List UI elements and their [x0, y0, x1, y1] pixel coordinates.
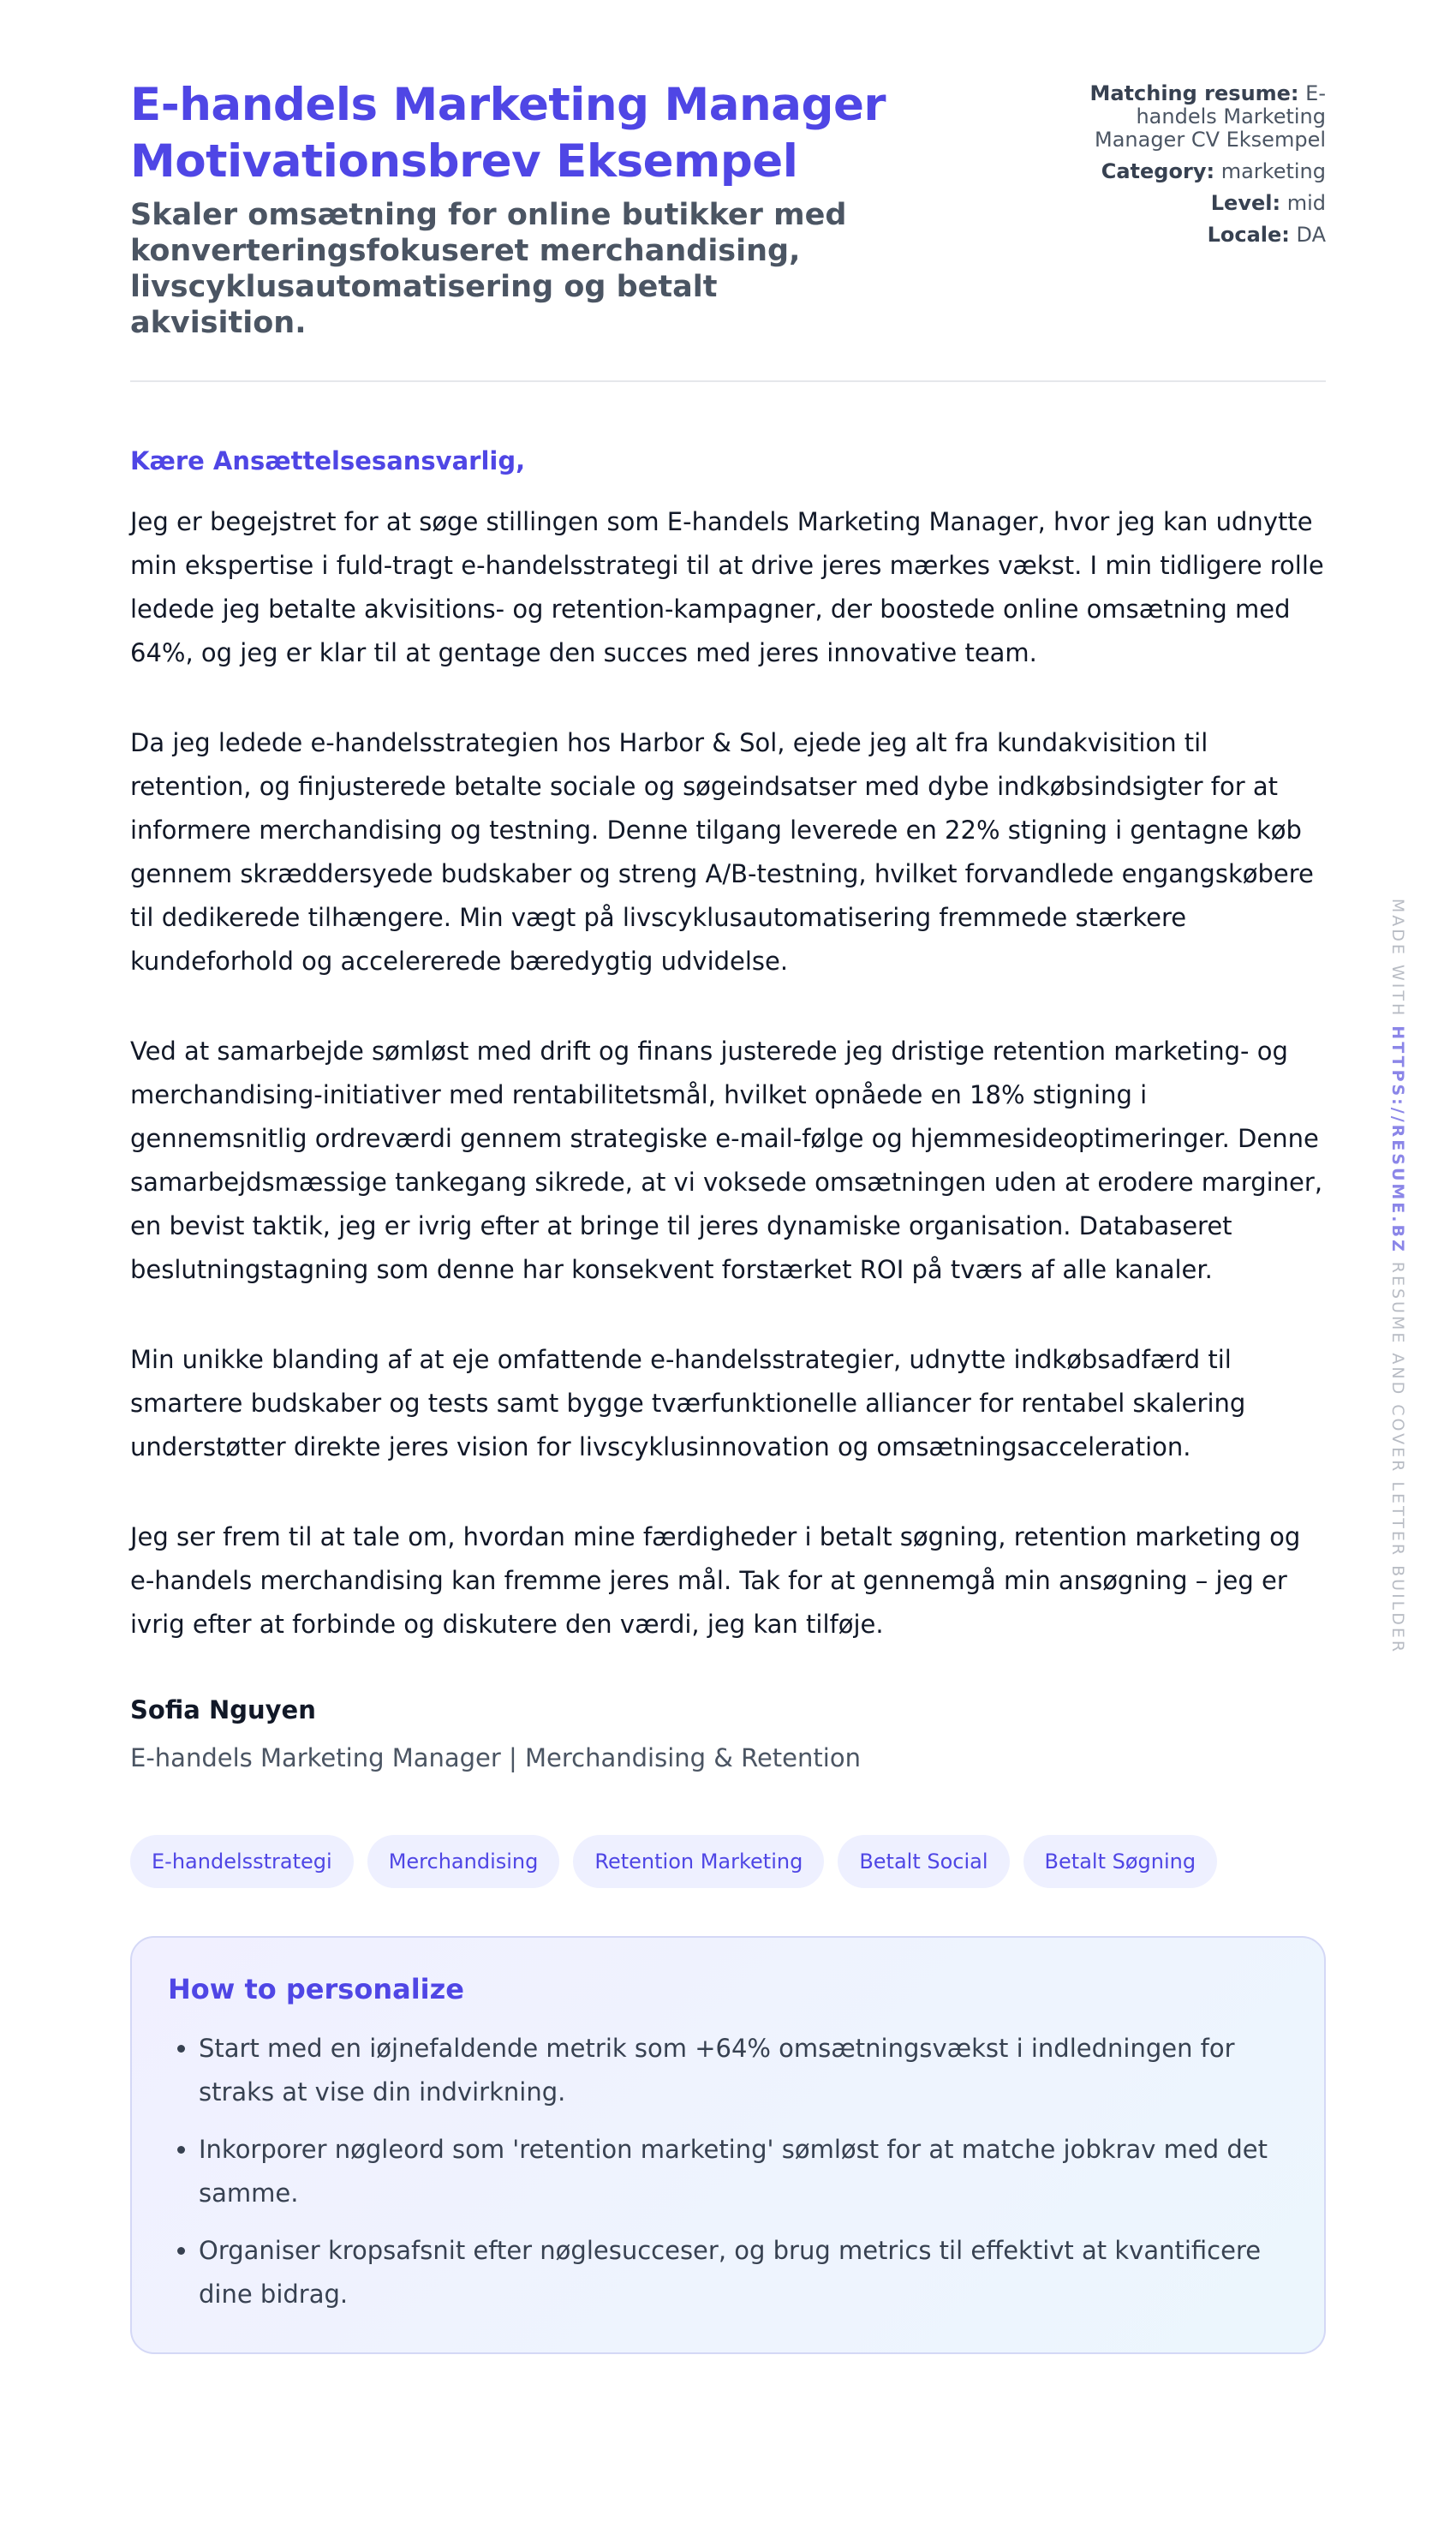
resume-bz-link[interactable]: HTTPS://RESUME.BZ — [1388, 1025, 1407, 1254]
skill-tag: Merchandising — [367, 1835, 560, 1888]
page-subtitle: Skaler omsætning for online butikker med konverteringsfokuseret merchandising, livscyklusautomatisering og betalt akvisition. — [130, 198, 847, 340]
personalize-title: How to personalize — [168, 1973, 464, 2005]
signature-title: E-handels Marketing Manager | Merchandising & Retention — [130, 1743, 861, 1772]
skill-tag: Retention Marketing — [573, 1835, 824, 1888]
meta-level-label: Level: — [1210, 191, 1281, 215]
letter-paragraph: Da jeg ledede e-handelsstrategien hos Harbor & Sol, ejede jeg alt fra kundakvisition til retention, og finjusterede betalte sociale og søgeindsatser med dybe indkøbsindsigter for at informere merchandising og testning. Denne tilgang leverede en 22% stigning i gentagne køb gennem skræddersyede budskaber og streng A/B-testning, hvilket forvandlede engangskøbere til dedikerede tilhængere. Min vægt på livscyklusautomatisering fremmede stærkere kundeforhold og accelererede bæredygtig udvidelse. — [130, 728, 1314, 976]
meta-matching-resume — [1043, 82, 1326, 152]
personalize-panel — [130, 1936, 1326, 2354]
skill-tag: Betalt Søgning — [1023, 1835, 1218, 1888]
letter-greeting: Kære Ansættelsesansvarlig, — [130, 446, 526, 475]
letter-paragraph: Min unikke blanding af at eje omfattende e-handelsstrategier, udnytte indkøbsadfærd til smartere budskaber og tests samt bygge tværfunktionelle alliancer for rentabel skalering understøtter direkte jeres vision for livscyklusinnovation og omsætningsacceleration. — [130, 1345, 1246, 1461]
page-title: E-handels Marketing Manager Motivationsbrev Eksempel — [130, 79, 886, 188]
skill-tag: Betalt Social — [838, 1835, 1009, 1888]
meta-category-label: Category: — [1101, 159, 1215, 183]
letter-paragraph: Jeg ser frem til at tale om, hvordan mine færdigheder i betalt søgning, retention marketing og e-handels merchandising kan fremme jeres mål. Tak for at gennemgå min ansøgning – jeg er ivrig efter at forbinde og diskutere den værdi, jeg kan tilføje. — [130, 1522, 1301, 1639]
meta-category-value: marketing — [1220, 159, 1326, 183]
personalize-tip: • Start med en iøjnefaldende metrik som +64% omsætningsvækst i indledningen for straks at vise din indvirkning. — [199, 2027, 1288, 2114]
signature-name: Sofia Nguyen — [130, 1695, 316, 1724]
meta-matching-resume-label: Matching resume: — [1089, 81, 1299, 105]
title-block — [130, 77, 901, 341]
meta-info — [1043, 77, 1326, 255]
skill-tag: E-handelsstrategi — [130, 1835, 354, 1888]
skill-tags — [130, 1835, 1326, 1888]
personalize-tip: • Organiser kropsafsnit efter nøglesucceser, og brug metrics til effektivt at kvantificere dine bidrag. — [199, 2229, 1288, 2316]
personalize-tip: • Inkorporer nøgleord som 'retention marketing' sømløst for at matche jobkrav med det samme. — [199, 2128, 1288, 2215]
page-header — [130, 77, 1326, 382]
cover-letter-page — [130, 77, 1326, 2354]
meta-locale-value: DA — [1296, 223, 1326, 247]
meta-locale-label: Locale: — [1207, 223, 1290, 247]
personalize-tips-list — [168, 2027, 1288, 2316]
meta-level-value: mid — [1286, 191, 1326, 215]
made-with-sidebar — [1388, 899, 1407, 1654]
meta-locale — [1043, 224, 1326, 247]
builder-tagline: RESUME AND COVER LETTER BUILDER — [1388, 1261, 1407, 1655]
made-with-label: MADE WITH — [1388, 898, 1407, 1019]
letter-paragraph: Jeg er begejstret for at søge stillingen som E-handels Marketing Manager, hvor jeg kan udnytte min ekspertise i fuld-tragt e-handelsstrategi til at drive jeres mærkes vækst. I min tidligere rolle ledede jeg betalte akvisitions- og retention-kampagner, der boostede online omsætning med 64%, og jeg er klar til at gentage den succes med jeres innovative team. — [130, 507, 1324, 667]
letter-paragraph: Ved at samarbejde sømløst med drift og finans justerede jeg dristige retention marketing- og merchandising-initiativer med rentabilitetsmål, hvilket opnåede en 18% stigning i gennemsnitlig ordreværdi gennem strategiske e-mail-følge og hjemmesideoptimeringer. Denne samarbejdsmæssige tankegang sikrede, at vi voksede omsætningen uden at erodere marginer, en bevist taktik, jeg er ivrig efter at bringe til jeres dynamiske organisation. Databaseret beslutningstagning som denne har konsekvent forstærket ROI på tværs af alle kanaler. — [130, 1037, 1323, 1284]
meta-level — [1043, 192, 1326, 215]
meta-category — [1043, 160, 1326, 183]
letter-body — [130, 444, 1326, 1775]
meta-matching-resume-value: E-handels Marketing Manager CV Eksempel — [1094, 81, 1326, 152]
